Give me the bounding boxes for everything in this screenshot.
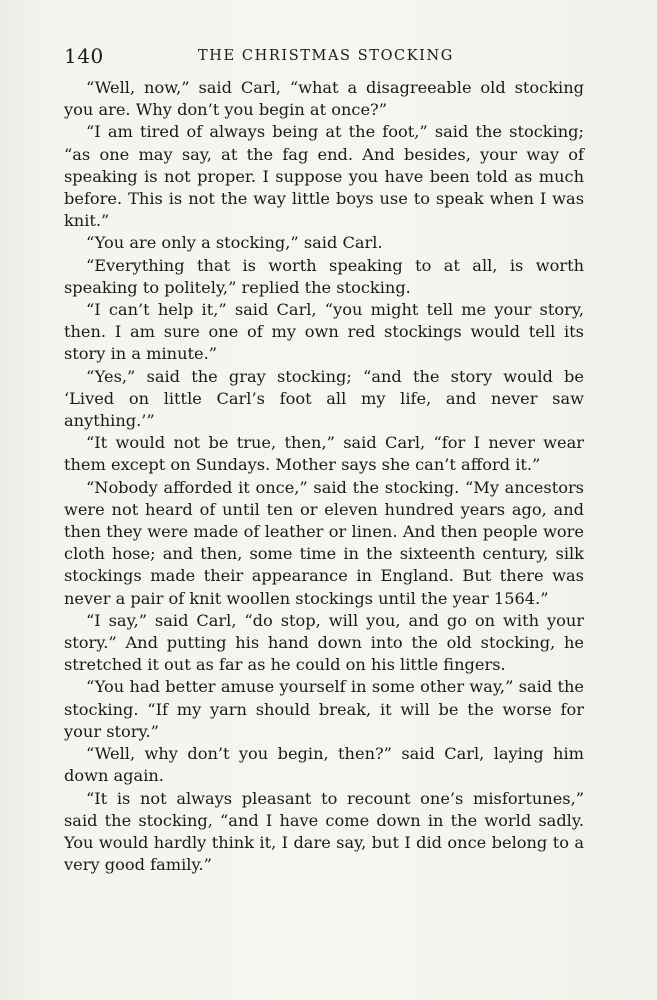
running-head: THE CHRISTMAS STOCKING: [198, 48, 454, 64]
paragraph: “Well, why don’t you begin, then?” said Carl, laying him down again.: [64, 744, 584, 786]
paragraph: “You had better amuse yourself in some other way,” said the stocking. “If my yarn should break, it will be the worse for your story.”: [64, 677, 584, 741]
page-number: 140: [64, 44, 104, 68]
paragraph: “I can’t help it,” said Carl, “you might tell me your story, then. I am sure one of my own red stockings would tell its story in a minute.”: [64, 300, 584, 364]
paragraph: “You are only a stocking,” said Carl.: [86, 233, 383, 253]
page-header: [64, 44, 584, 70]
paragraph: “Everything that is worth speaking to at all, is worth speaking to politely,” replied the stocking.: [64, 255, 584, 297]
paragraph: “Nobody afforded it once,” said the stocking. “My ancestors were not heard of until ten or eleven hundred years ago, and then they were made of leather or linen. And then people wore cloth hose; and then, some time in the sixteenth century, silk stockings made their appearance in England. But there was never a pair of knit woollen stockings until the year 1564.”: [64, 477, 584, 608]
paragraph: “It is not always pleasant to recount one’s misfortunes,” said the stocking, “and I have come down in the world sadly. You would hardly think it, I dare say, but I did once belong to a very good family.”: [64, 788, 584, 875]
paragraph: “It would not be true, then,” said Carl, “for I never wear them except on Sundays. Mother says she can’t afford it.”: [64, 433, 584, 475]
paragraph: “I say,” said Carl, “do stop, will you, and go on with your story.” And putting his hand down into the old stocking, he stretched it out as far as he could on his little fingers.: [64, 610, 584, 675]
body-text: [64, 77, 584, 876]
paragraph: “Well, now,” said Carl, “what a disagreeable old stocking you are. Why don’t you begin at once?”: [64, 78, 584, 120]
paragraph: “Yes,” said the gray stocking; “and the story would be ‘Lived on little Carl’s foot all my life, and never saw anything.’”: [64, 366, 584, 431]
paragraph: “I am tired of always being at the foot,” said the stocking; “as one may say, at the fag end. And besides, your way of speaking is not proper. I suppose you have been told as much before. This is not the way little boys use to speak when I was knit.”: [64, 122, 584, 231]
